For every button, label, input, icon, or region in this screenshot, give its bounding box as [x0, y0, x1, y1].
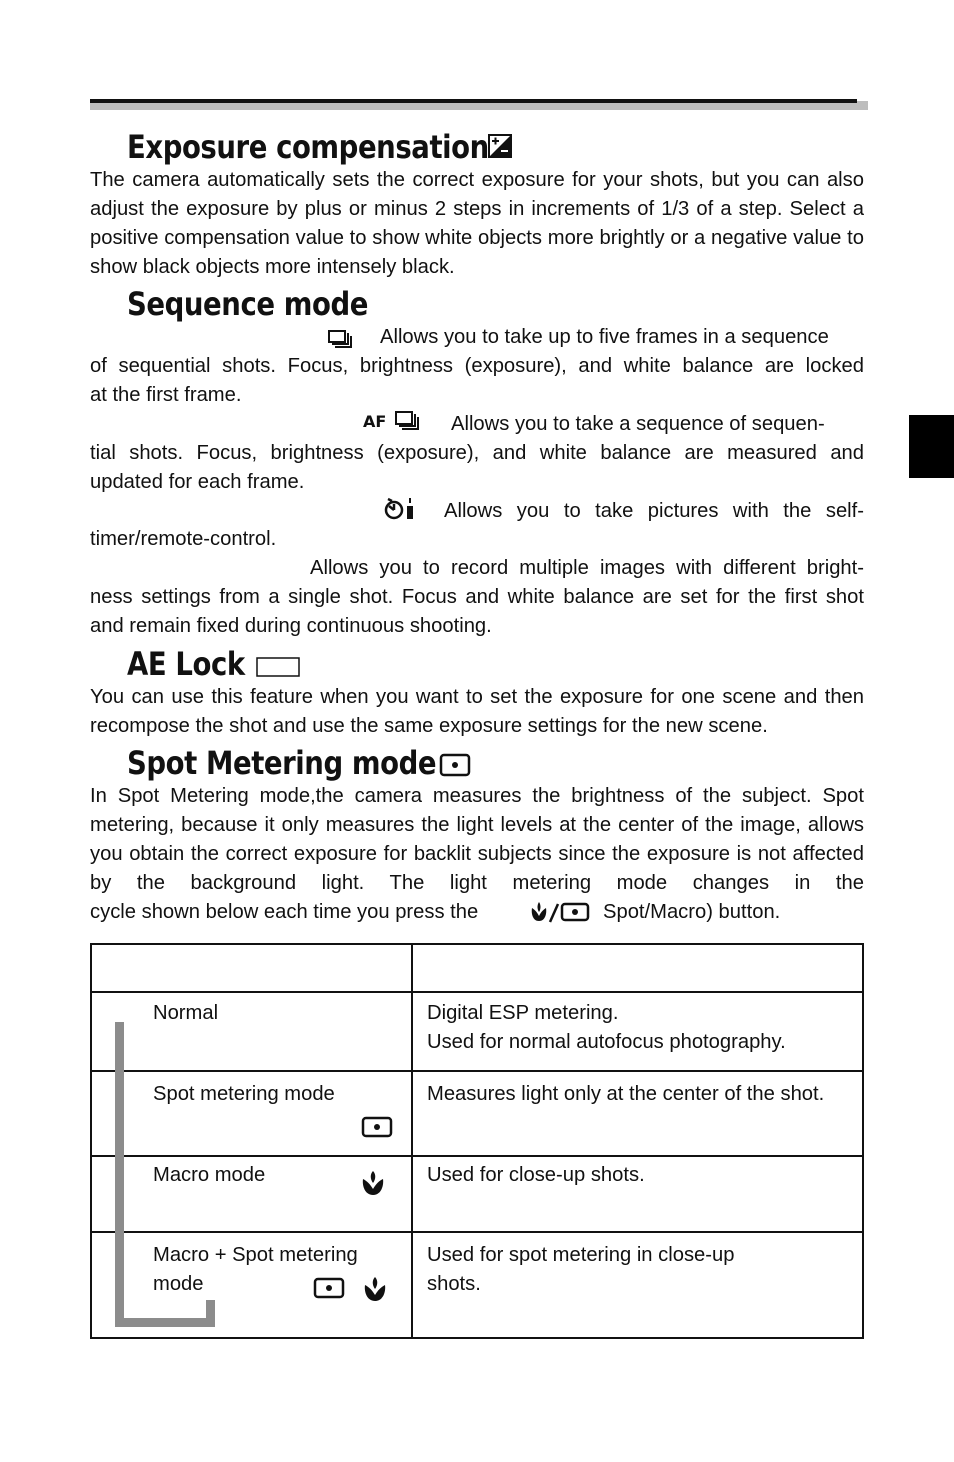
self-timer-icon — [383, 496, 415, 522]
table-row-desc: Digital ESP metering. Used for normal autofocus photography. — [427, 1002, 786, 1053]
macro-spot-button-icon — [529, 900, 591, 924]
header-rule — [90, 99, 857, 103]
table-row-mode: Macro mode — [153, 1164, 266, 1186]
af-line-3: updated for each frame. — [90, 471, 305, 493]
af-line-1: Allows you to take a sequence of sequen- — [451, 413, 825, 435]
table-header-divider — [90, 991, 864, 993]
metering-cycle-table — [90, 943, 864, 1339]
seq-line-2: of sequential shots. Focus, brightness (exposure), and white balance are locked — [90, 355, 864, 377]
ae-lock-title: AE Lock — [127, 645, 245, 683]
ae-lock-icon — [256, 657, 300, 677]
sequence-title: Sequence mode — [127, 285, 368, 323]
exposure-compensation-icon — [488, 134, 512, 158]
spot-metering-icon — [439, 753, 471, 777]
af-label: AF — [363, 412, 387, 431]
table-row-mode: Macro + Spot metering mode — [153, 1244, 358, 1295]
spot-metering-icon — [313, 1277, 345, 1299]
table-row-divider — [90, 1070, 864, 1072]
table-row-desc: Used for spot metering in close-up shots. — [427, 1244, 735, 1295]
spot-last-suffix: Spot/Macro) button. — [603, 901, 781, 923]
table-row-mode: Spot metering mode — [153, 1083, 335, 1105]
af-sequential-icon — [394, 410, 420, 432]
macro-icon — [362, 1275, 388, 1303]
bracket-line-1: Allows you to record multiple images with different bright- — [310, 557, 864, 579]
cycle-arrow — [115, 1022, 124, 1327]
af-line-2: tial shots. Focus, brightness (exposure), and white balance are measured and — [90, 442, 864, 464]
exposure-title: Exposure compensation — [127, 128, 489, 166]
timer-line-2: timer/remote-control. — [90, 528, 277, 550]
cycle-arrow — [115, 1318, 215, 1327]
spot-metering-icon — [361, 1116, 393, 1138]
exposure-body: The camera automatically sets the correct exposure for your shots, but you can also adjust the exposure by plus or minus 2 steps in increments of 1/3 of a step. Select a positive compensation value to show white objects more brightly or a negative value to show black objects more intensely black. — [90, 169, 864, 278]
spot-body: In Spot Metering mode,the camera measures the brightness of the subject. Spot metering, because it only measures the light levels at the center of the image, allows you obtain the correct exposure for backlit subjects since the exposure is not affected by the background light. The light metering mode changes in the — [90, 785, 864, 894]
table-row-divider — [90, 1231, 864, 1233]
timer-line-1: Allows you to take pictures with the self- — [444, 500, 864, 522]
cycle-arrow — [206, 1300, 215, 1327]
macro-icon — [360, 1169, 386, 1197]
seq-line-3: at the first frame. — [90, 384, 242, 406]
table-row-mode: Normal — [153, 1002, 219, 1024]
table-row-desc: Measures light only at the center of the shot. — [427, 1083, 825, 1105]
table-row-divider — [90, 1155, 864, 1157]
spot-title: Spot Metering mode — [127, 744, 437, 782]
spot-last-prefix: cycle shown below each time you press the — [90, 901, 479, 923]
chapter-tab — [909, 415, 954, 478]
ae-lock-body: You can use this feature when you want to set the exposure for one scene and then recompose the shot and use the same exposure settings for the new scene. — [90, 686, 864, 737]
seq-line-1: Allows you to take up to five frames in a sequence — [380, 326, 829, 348]
bracket-line-3: and remain fixed during continuous shooting. — [90, 615, 492, 637]
bracket-line-2: ness settings from a single shot. Focus and white balance are set for the first shot — [90, 586, 864, 608]
table-column-divider — [411, 943, 413, 1339]
table-row-desc: Used for close-up shots. — [427, 1164, 645, 1186]
sequential-shooting-icon — [327, 329, 353, 349]
